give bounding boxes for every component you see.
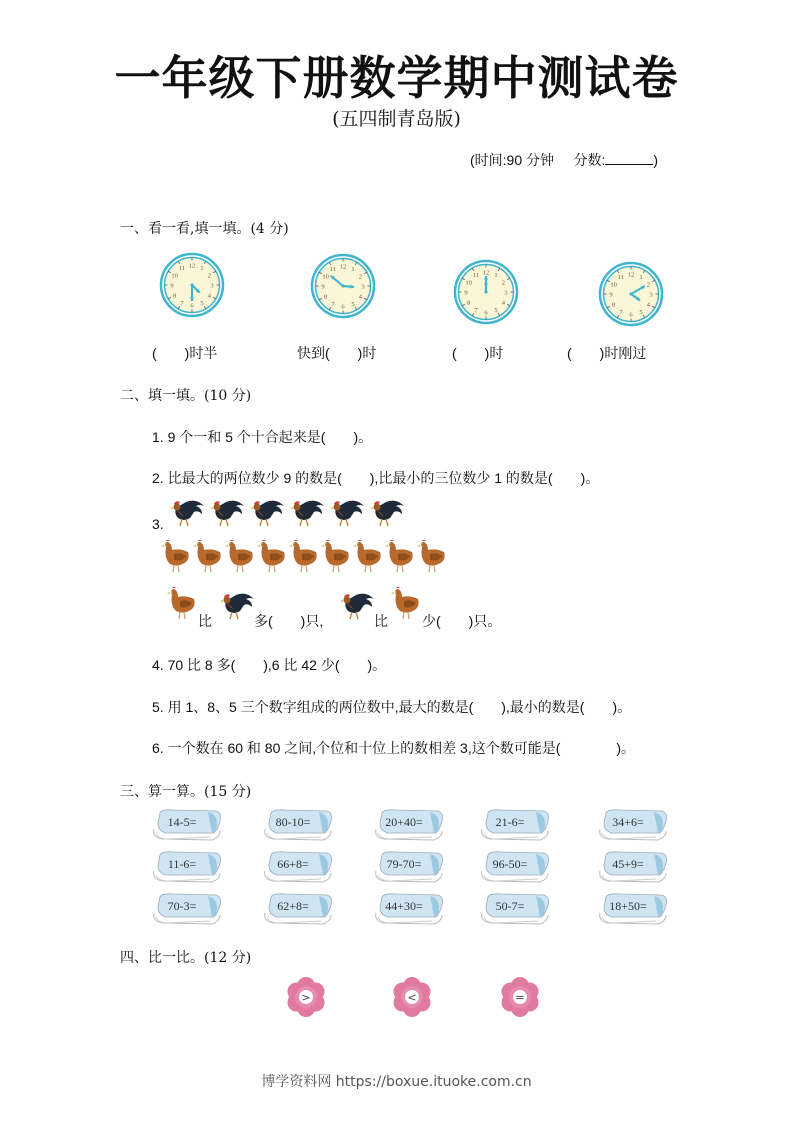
equation-text: 11-6= — [167, 857, 197, 871]
rooster-icon — [206, 498, 246, 532]
hen-icon — [160, 538, 192, 578]
svg-text:11: 11 — [329, 266, 337, 274]
svg-text:5: 5 — [494, 306, 498, 314]
equation-text: 44+30= — [385, 899, 423, 913]
flower-icon — [390, 975, 434, 1019]
equation-text: 18+50= — [609, 899, 647, 913]
svg-text:6: 6 — [341, 303, 345, 311]
compare-bi-1: 比 — [198, 613, 212, 629]
hen-icon — [352, 538, 384, 578]
hen-icon — [256, 538, 288, 578]
equation-text: 80-10= — [275, 815, 311, 829]
question-2-4: 4. 70 比 8 多( ),6 比 42 少( )。 — [152, 657, 387, 673]
svg-text:5: 5 — [351, 300, 355, 308]
equation-card — [372, 891, 444, 925]
svg-text:10: 10 — [465, 279, 472, 287]
svg-text:11: 11 — [617, 274, 625, 282]
rooster-icon — [246, 498, 286, 532]
equation-card — [261, 849, 333, 883]
svg-text:1: 1 — [639, 274, 643, 282]
equation-text: 50-7= — [495, 899, 525, 913]
flower-symbol — [498, 975, 542, 1019]
clock-label-4: ( )时刚过 — [567, 345, 647, 361]
score-blank[interactable] — [605, 152, 653, 165]
flower-symbol — [390, 975, 434, 1019]
equation-card — [261, 891, 333, 925]
svg-text:6: 6 — [629, 311, 633, 319]
svg-text:3: 3 — [504, 289, 508, 297]
footer-watermark: 博学资料网 https://boxue.ituoke.com.cn — [261, 1074, 532, 1090]
svg-text:10: 10 — [171, 272, 178, 280]
compare-duo: 多( )只, — [254, 613, 324, 629]
svg-text:8: 8 — [612, 301, 616, 309]
equation-card — [150, 807, 222, 841]
clock-label-2: 快到( )时 — [297, 345, 377, 361]
svg-text:7: 7 — [331, 300, 335, 308]
svg-text:10: 10 — [322, 273, 329, 281]
svg-text:<: < — [407, 991, 417, 1004]
hen-row — [160, 538, 448, 578]
rooster-icon — [286, 498, 326, 532]
svg-text:2: 2 — [646, 281, 650, 289]
rooster-icon — [166, 498, 206, 532]
question-2-3-label: 3. — [152, 516, 164, 532]
hen-icon — [416, 538, 448, 578]
clock-icon — [453, 259, 519, 329]
equation-text: 70-3= — [167, 899, 197, 913]
svg-text:3: 3 — [210, 282, 214, 290]
question-2-1: 1. 9 个一和 5 个十合起来是( )。 — [152, 429, 373, 445]
equation-card — [478, 891, 550, 925]
svg-text:12: 12 — [339, 263, 347, 271]
equation-card — [596, 849, 668, 883]
svg-text:8: 8 — [467, 299, 471, 307]
svg-text:7: 7 — [474, 306, 478, 314]
page-subtitle: (五四制青岛版) — [332, 108, 461, 130]
rooster-icon — [216, 591, 256, 625]
equation-card — [478, 849, 550, 883]
svg-text:1: 1 — [494, 272, 498, 280]
svg-text:3: 3 — [649, 291, 653, 299]
flower-symbol — [284, 975, 328, 1019]
hen-icon — [192, 538, 224, 578]
svg-text:2: 2 — [207, 272, 211, 280]
equation-text: 96-50= — [492, 857, 528, 871]
svg-text:>: > — [301, 991, 311, 1004]
svg-text:4: 4 — [501, 299, 505, 307]
equation-text: 66+8= — [277, 857, 309, 871]
equation-text: 14-5= — [167, 815, 197, 829]
section-1-heading: 一、看一看,填一填。(4 分) — [120, 221, 289, 237]
hen-icon — [390, 585, 422, 625]
equation-text: 45+9= — [612, 857, 644, 871]
svg-text:9: 9 — [321, 283, 325, 291]
svg-text:7: 7 — [180, 299, 184, 307]
svg-text:4: 4 — [646, 301, 650, 309]
svg-text:12: 12 — [188, 262, 196, 270]
rooster-icon — [336, 591, 376, 625]
equation-text: 62+8= — [277, 899, 309, 913]
svg-text:10: 10 — [610, 281, 617, 289]
equation-card — [596, 807, 668, 841]
svg-text:2: 2 — [358, 273, 362, 281]
equation-card — [372, 807, 444, 841]
clock-icon — [159, 252, 225, 322]
svg-text:8: 8 — [173, 292, 177, 300]
flower-icon — [284, 975, 328, 1019]
section-3-heading: 三、算一算。(15 分) — [120, 784, 252, 800]
svg-text:6: 6 — [484, 309, 488, 317]
clock-icon — [598, 261, 664, 331]
svg-text:6: 6 — [190, 302, 194, 310]
equation-card — [150, 891, 222, 925]
svg-text:1: 1 — [351, 266, 355, 274]
compare-bi-2: 比 — [374, 613, 388, 629]
equation-card — [261, 807, 333, 841]
svg-text:4: 4 — [358, 293, 362, 301]
svg-text:11: 11 — [472, 272, 480, 280]
clock-icon — [310, 253, 376, 323]
svg-text:4: 4 — [207, 292, 211, 300]
equation-card — [478, 807, 550, 841]
svg-text:5: 5 — [200, 299, 204, 307]
svg-text:12: 12 — [627, 271, 635, 279]
section-2-heading: 二、填一填。(10 分) — [120, 388, 252, 404]
hen-icon — [320, 538, 352, 578]
svg-text:8: 8 — [324, 293, 328, 301]
svg-text:3: 3 — [361, 283, 365, 291]
question-2-6: 6. 一个数在 60 和 80 之间,个位和十位上的数相差 3,这个数可能是( )。 — [152, 740, 636, 756]
score-label: 分数: — [573, 152, 606, 168]
equation-card — [150, 849, 222, 883]
hen-icon — [384, 538, 416, 578]
equation-card — [596, 891, 668, 925]
rooster-row — [166, 498, 406, 532]
section-4-heading: 四、比一比。(12 分) — [120, 950, 252, 966]
exam-meta: (时间:90 分钟 分数: ) — [470, 152, 659, 168]
clock-label-3: ( )时 — [452, 345, 504, 361]
rooster-icon — [366, 498, 406, 532]
svg-text:9: 9 — [609, 291, 613, 299]
hen-icon — [224, 538, 256, 578]
equation-text: 20+40= — [385, 815, 423, 829]
svg-text:9: 9 — [170, 282, 174, 290]
hen-icon — [166, 585, 198, 625]
clock-label-1: ( )时半 — [152, 345, 218, 361]
svg-text:9: 9 — [464, 289, 468, 297]
equation-text: 79-70= — [386, 857, 422, 871]
equation-text: 21-6= — [495, 815, 525, 829]
question-2-2: 2. 比最大的两位数少 9 的数是( ),比最小的三位数少 1 的数是( )。 — [152, 470, 600, 486]
rooster-icon — [326, 498, 366, 532]
equation-text: 34+6= — [612, 815, 644, 829]
flower-icon — [498, 975, 542, 1019]
equation-card — [372, 849, 444, 883]
svg-text:11: 11 — [178, 265, 186, 273]
svg-text:1: 1 — [200, 265, 204, 273]
svg-text:7: 7 — [619, 308, 623, 316]
compare-shao: 少( )只。 — [422, 613, 502, 629]
svg-text:12: 12 — [482, 269, 490, 277]
svg-text:2: 2 — [501, 279, 505, 287]
question-2-5: 5. 用 1、8、5 三个数字组成的两位数中,最大的数是( ),最小的数是( )。 — [152, 699, 632, 715]
svg-text:=: = — [515, 991, 525, 1004]
svg-text:5: 5 — [639, 308, 643, 316]
time-label: (时间:90 分钟 — [470, 152, 555, 168]
page-title: 一年级下册数学期中测试卷 — [114, 51, 679, 105]
hen-icon — [288, 538, 320, 578]
